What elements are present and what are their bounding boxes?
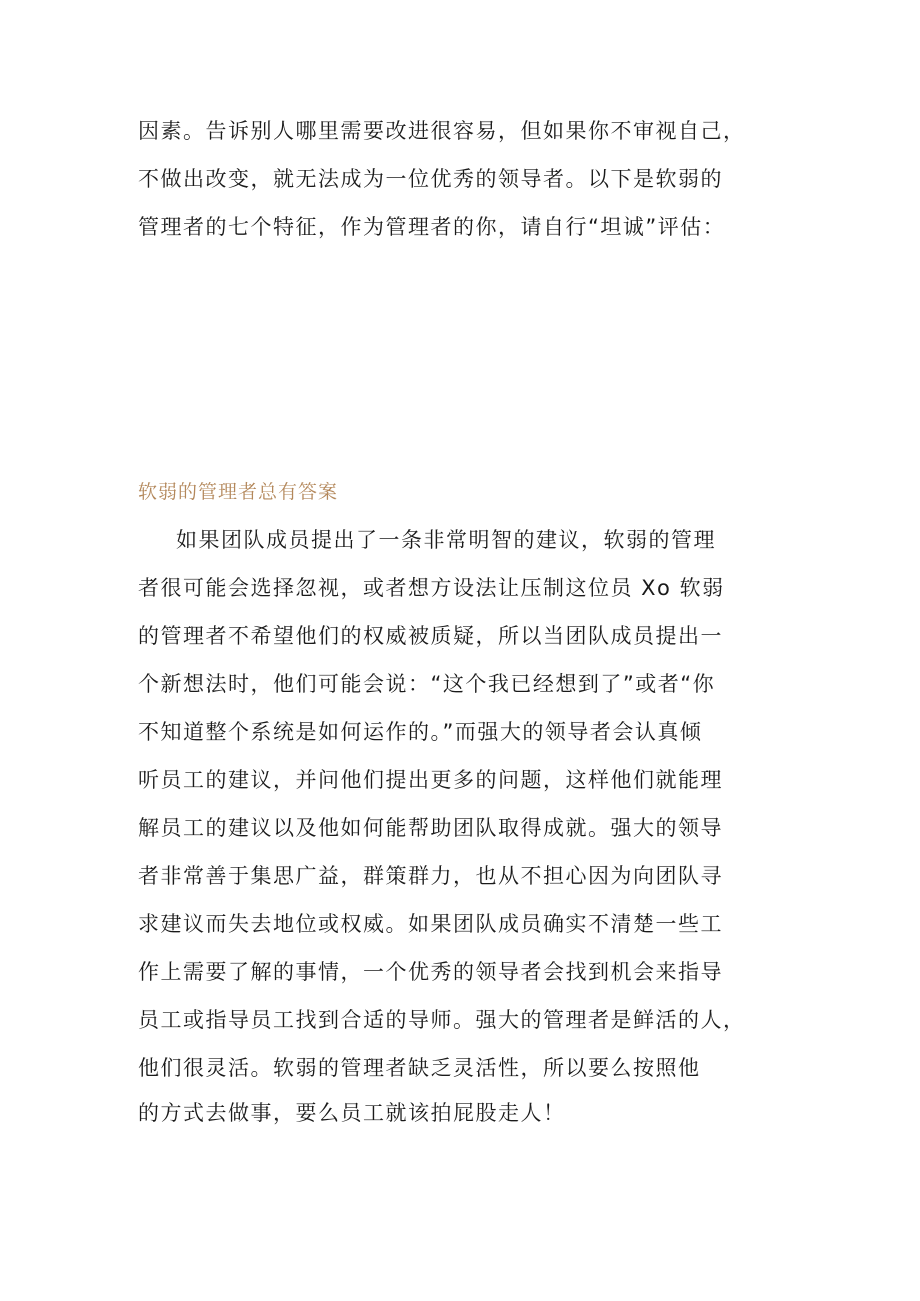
intro-line: 因素。告诉别人哪里需要改进很容易，但如果你不审视自己， — [138, 119, 746, 143]
paragraph-line: 作上需要了解的事情，一个优秀的领导者会找到机会来指导 — [138, 960, 723, 984]
paragraph-line: 求建议而失去地位或权威。如果团队成员确实不清楚一些工 — [138, 912, 723, 936]
intro-line: 管理者的七个特征，作为管理者的你，请自行“坦诚”评估： — [138, 215, 726, 239]
paragraph-line: 如果团队成员提出了一条非常明智的建议，软弱的管理 — [176, 528, 716, 552]
paragraph-line: 不知道整个系统是如何运作的。”而强大的领导者会认真倾 — [138, 720, 703, 744]
section-heading: 软弱的管理者总有答案 — [138, 481, 339, 503]
paragraph-line: 的管理者不希望他们的权威被质疑，所以当团队成员提出一 — [138, 624, 723, 648]
paragraph-line: 员工或指导员工找到合适的导师。强大的管理者是鲜活的人， — [138, 1008, 746, 1032]
intro-paragraph — [138, 107, 748, 251]
intro-line: 不做出改变，就无法成为一位优秀的领导者。以下是软弱的 — [138, 167, 723, 191]
paragraph-line: 者很可能会选择忽视，或者想方设法让压制这位员 Xo 软弱 — [138, 576, 725, 600]
section-paragraph — [138, 516, 748, 1134]
paragraph-line: 听员工的建议，并问他们提出更多的问题，这样他们就能理 — [138, 768, 723, 792]
paragraph-line: 者非常善于集思广益，群策群力，也从不担心因为向团队寻 — [138, 864, 723, 888]
paragraph-line: 的方式去做事，要么员工就该拍屁股走人！ — [138, 1101, 566, 1125]
paragraph-line: 他们很灵活。软弱的管理者缺乏灵活性，所以要么按照他 — [138, 1056, 701, 1080]
paragraph-line: 解员工的建议以及他如何能帮助团队取得成就。强大的领导 — [138, 816, 723, 840]
paragraph-line: 个新想法时，他们可能会说：“这个我已经想到了”或者“你 — [138, 672, 716, 696]
